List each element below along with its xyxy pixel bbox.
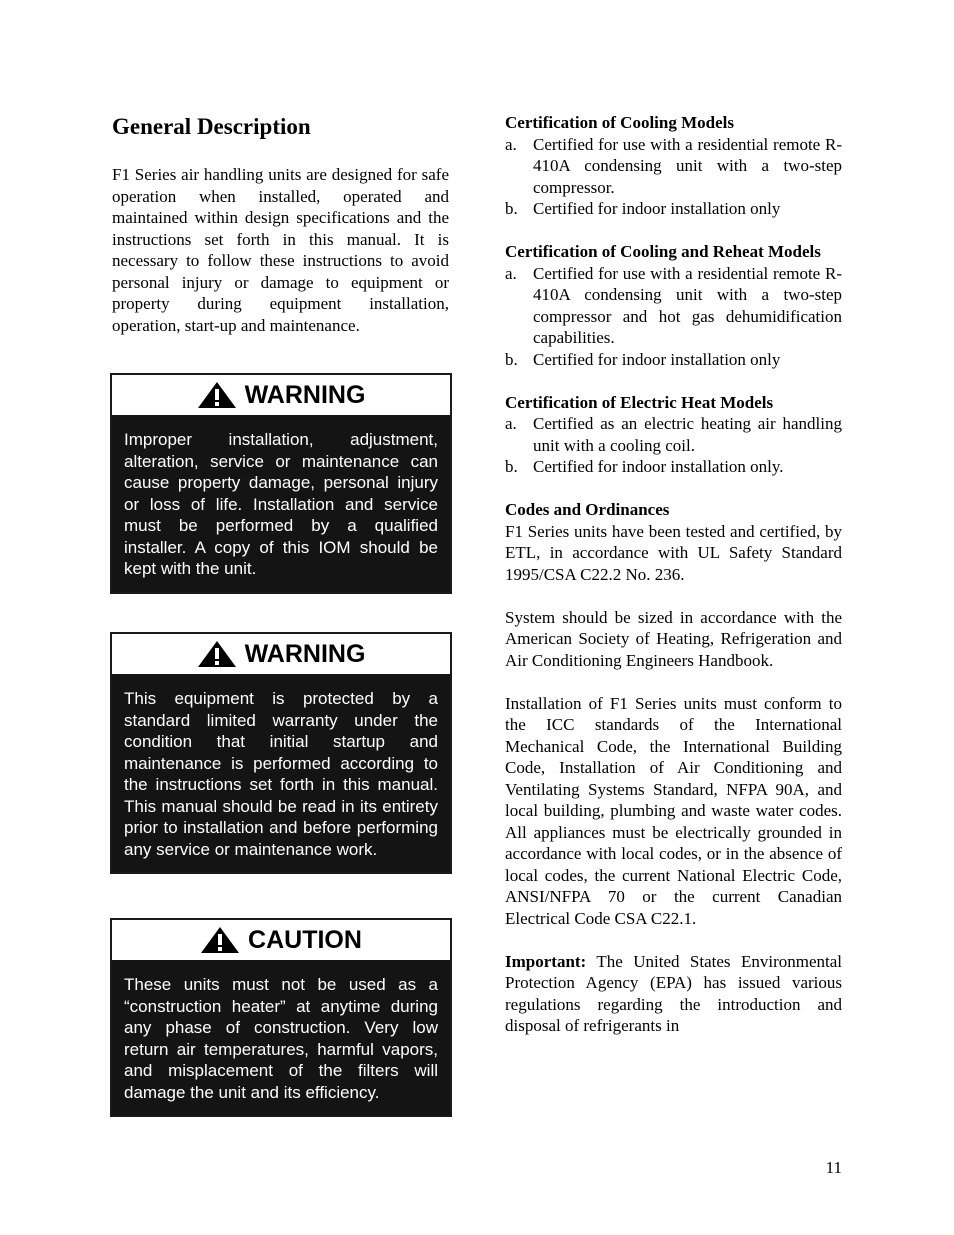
notice-label: WARNING <box>244 380 366 409</box>
notice-text: These units must not be used as a “construction heater” at anytime during any phase of construction. Very low return air temperatures, harmful vapors, and misplacement of the filters will damage the unit and its efficiency. <box>124 975 438 1102</box>
list-item <box>505 263 842 349</box>
list-marker: b. <box>505 199 518 218</box>
right-column <box>505 112 842 1037</box>
installation-paragraph: Installation of F1 Series units must conform to the ICC standards of the International Mechanical Code, the International Building Code, Installation of Air Conditioning and Ventilating Systems Standard, NFPA 90A, and local building, plumbing and waste water codes. All appliances must be electrically grounded in accordance with local codes, or in the absence of local codes, the current National Electric Code, ANSI/NFPA 70 or the current Canadian Electrical Code CSA C22.1. <box>505 693 842 928</box>
list-text: Certified as an electric heating air handling unit with a cooling coil. <box>533 414 842 455</box>
page-number: 11 <box>825 1158 842 1177</box>
list-item <box>505 413 842 456</box>
page-title: General Description <box>112 114 311 139</box>
left-column <box>112 112 449 336</box>
intro-paragraph: F1 Series air handling units are designed for safe operation when installed, operated and maintained within design specifications and the instructions set forth in this manual. It is necessary to follow these instructions to avoid personal injury or damage to equipment or property during equipment installation, operation, start-up and maintenance. <box>112 165 449 335</box>
list-text: Certified for indoor installation only. <box>533 457 784 476</box>
notice-header <box>112 375 450 415</box>
important-paragraph <box>505 951 842 1037</box>
important-label: Important: <box>505 951 587 971</box>
notice-header <box>112 920 450 960</box>
section-heading: Certification of Cooling and Reheat Models <box>505 242 821 261</box>
list-item <box>505 456 842 478</box>
list-marker: b. <box>505 457 518 476</box>
warning-box-1 <box>110 373 452 594</box>
list-text: Certified for use with a residential remote R-410A condensing unit with a two-step compressor. <box>533 134 842 197</box>
notice-text: This equipment is protected by a standard limited warranty under the condition that initial startup and maintenance is performed according to the instructions set forth in this manual. This manual should be read in its entirety prior to installation and before performing any service or maintenance work. <box>124 689 438 859</box>
list-text: Certified for indoor installation only <box>533 349 781 369</box>
list-text: Certified for indoor installation only <box>533 199 781 218</box>
codes-paragraph: F1 Series units have been tested and certified, by ETL, in accordance with UL Safety Standard 1995/CSA C22.2 No. 236. <box>505 521 842 584</box>
sizing-paragraph: System should be sized in accordance with the American Society of Heating, Refrigeration and Air Conditioning Engineers Handbook. <box>505 607 842 670</box>
section-heading: Certification of Cooling Models <box>505 113 734 132</box>
important-text: The United States Environmental Protection Agency (EPA) has issued various regulations regarding the introduction and disposal of refrigerants in <box>505 951 842 1035</box>
list-text: Certified for use with a residential remote R-410A condensing unit with a two-step compressor and hot gas dehumidification capabilities. <box>533 263 842 347</box>
warning-box-2 <box>110 632 452 874</box>
list-marker: a. <box>505 134 517 154</box>
list-item <box>505 349 842 371</box>
list-item <box>505 134 842 199</box>
section-heading: Certification of Electric Heat Models <box>505 392 774 412</box>
warning-triangle-icon <box>200 926 240 954</box>
caution-box <box>110 918 452 1117</box>
list-marker: b. <box>505 349 518 369</box>
item-list <box>505 413 842 478</box>
notice-label: WARNING <box>244 639 366 668</box>
list-item <box>505 198 842 220</box>
notice-text: Improper installation, adjustment, alteration, service or maintenance can cause property damage, personal injury or loss of life. Installation and service must be performed by a qualified installer. A copy of this IOM should be kept with the unit. <box>124 430 438 578</box>
notice-header <box>112 634 450 674</box>
list-marker: a. <box>505 414 517 433</box>
list-marker: a. <box>505 263 517 283</box>
warning-triangle-icon <box>197 381 237 409</box>
item-list <box>505 134 842 220</box>
item-list <box>505 263 842 371</box>
warning-triangle-icon <box>197 640 237 668</box>
codes-heading: Codes and Ordinances <box>505 500 670 519</box>
notice-label: CAUTION <box>248 925 362 954</box>
